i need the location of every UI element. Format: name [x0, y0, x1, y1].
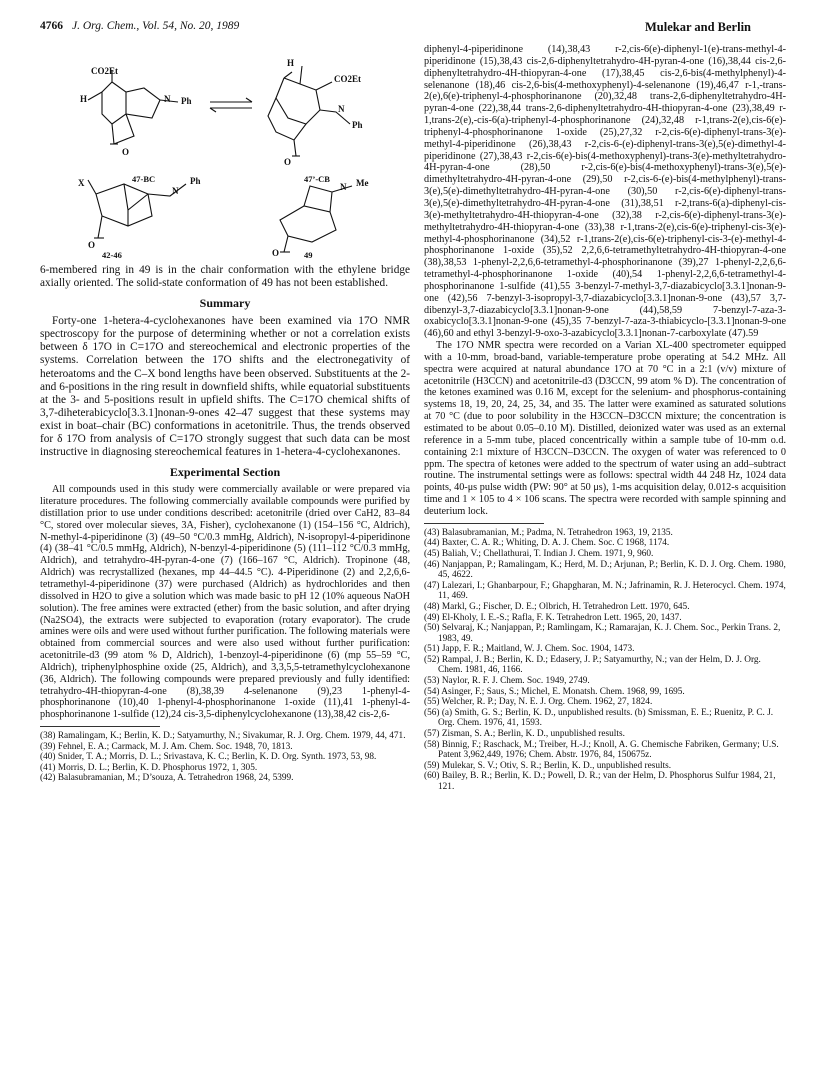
atom-n-c: N — [172, 186, 179, 196]
nmr-method-paragraph: The 17O NMR spectra were recorded on a Varian XL-400 spectrometer equipped with a 10-mm, broad-band, variable-temperature probe operating at 54.2 MHz. All spectra were acquired at natural abundance 17O at 70 °C in a 2:1 (v/v) mixture of acetonitrile (H3CCN) and acetonitrile-d3 (D3CCN, 99 atom % D). The concentration of the ketones examined was 0.16 M, except for the selenium- and phosphorus-containing systems 18, 19, 20, 24, 25, 34, and 35. The latter were examined as saturated solutions at 70 °C (due to poor solubility in the H3CCN–D3CCN mixture; the concentration is estimated to be about 0.05–0.10 M). Distilled, deionized water was used as an external reference in a 5-mm tube, placed concentrically within a sample tube of 10-mm o.d. containing 2:1 mixture of H3CCN–D3CCN. The oxygen of water was referenced to 0 ppm. The spectra of ketones were added to the spectrum of water using an add–subtract routine. The instrumental settings were as follows: spectral width 44 248 Hz, 1024 data points, 40-μs pulse width (PW: 90° at 50 μs), 1-ms acquisition delay, 0.012-s acquisition time and 1 × 105 to 4 × 106 scans. The spectra were recorded with sample spinning and deuterium lock. — [424, 340, 786, 517]
reference-item: (51) Japp, F. R.; Maitland, W. J. Chem. Soc. 1904, 1473. — [424, 644, 635, 655]
reference-item: (49) El-Kholy, I. E.-S.; Rafla, F. K. Tetrahedron Lett. 1965, 20, 1437. — [424, 612, 682, 623]
atom-x: X — [78, 178, 85, 188]
atom-ph-b: Ph — [352, 120, 363, 130]
reference-item: (56) (a) Smith, G. S.; Berlin, K. D., unpublished results. (b) Smissman, E. E.; Ruenitz, P. C. J. Org. Chem. 1976, 41, 1593. — [424, 707, 774, 729]
page-number: 4766 — [40, 20, 63, 32]
reference-item: (44) Baxter, C. A. R.; Whiting, D. A. J. Chem. Soc. C 1968, 1174. — [424, 538, 670, 549]
running-header — [0, 20, 821, 40]
atom-o-b: O — [284, 157, 292, 167]
reference-item: (40) Snider, T. A.; Morris, D. L.; Srivastava, K. C.; Berlin, K. D. Org. Synth. 1973, 53, 98. — [40, 752, 377, 763]
atom-co2et-a: CO2Et — [91, 66, 118, 76]
reference-item: (54) Asinger, F.; Saus, S.; Michel, E. Monatsh. Chem. 1968, 99, 1695. — [424, 686, 685, 697]
reference-item: (47) Lalezari, I.; Ghanbarpour, F.; Ghapgharan, M. N.; Jafrinamin, R. J. Heterocycl. Chem. 1974, 11, 469. — [424, 580, 786, 602]
atom-ph-c: Ph — [190, 176, 201, 186]
atom-o-c: O — [88, 240, 96, 250]
footnote-rule — [424, 523, 544, 524]
structure-47-bc — [88, 70, 178, 144]
footnote-rule — [40, 726, 160, 727]
reference-item: (42) Balasubramanian, M.; D’souza, A. Tetrahedron 1968, 24, 5399. — [40, 773, 294, 784]
left-references — [40, 731, 410, 784]
reference-item: (46) Nanjappan, P.; Ramalingam, K.; Herd, M. D.; Arjunan, P.; Berlin, K. D. J. Org. Chem. 1980, 45, 4622. — [424, 559, 786, 581]
compound-list-paragraph: diphenyl-4-piperidinone (14),38,43 r-2,cis-6(e)-diphenyl-1(e)-trans-methyl-4-piperidinone (15),38,43 cis-2,6-diphenyltetrahydro-4H-pyran-4-one (16),38,44 cis-2,6-diphenyltetrahydro-4H-thiopyran-4-one (17),38,45 cis-2,6-bis(4-methylphenyl)-4-selenanone (18),46 cis-2,6-bis(4-methoxyphenyl)-4-selenanone (19),46,47 r-1,-trans-2(e),6(e)-triphenyl-4-phosphorinanone (20),32,48 trans-2,6-diphenyltetrahydro-4H-pyran-4-one (22),38,44 trans-2,6-diphenyltetrahydro-4H-thiopyran-4-one (23),38,49 r-1,trans-2(e),-cis-6(a)-triphenyl-4-phosphorinanone (24),32,48 r-1,trans-2(e),cis-6(e)-triphenyl-4-phosphorinanone 1-oxide (25),27,32 r-2,cis-6(e)-diphenyl-trans-3(e)-methyl-4-piperidinone (26),38,43 r-2,cis-6-(e)-diphenyl-trans-3(e),5(e)-dimethyl-4-piperidinone (27),38,43 r-2,cis-6(e)-bis(4-methoxyphenyl)-trans-3(e)-methyltetrahydro-4H-pyran-4-one (28),50 r-2,cis-6(e)-bis(4-methoxyphenyl)-trans-3(e),5(e)-dimethyltetrahydro-4H-pyran-4-one (29),50 r-2,cis-6-(e)-bis(4-methylphenyl)-trans-3(e),5(e)-dimethyltetrahydro-4H-pyran-4-one (30),50 r-2,cis-6(e)-diphenyl-trans-3(e),5(e)-dimethyltetrahydro-4H-pyran-4-one (31),38,51 r-2,trans-6(a)-diphenyl-cis-3(e)-methyltetrahydro-4H-thiopyran-4-one (32),38 r-2,cis-6(e)-diphenyl-trans-3(e)-methyltetrahydro-4H-thiopyran-4-one (33),38 r-1,trans-2(e),cis-6(e)-triphenyl-cis-3(e)-methyl-4-phosphorinanone (34),52 r-1,trans-2(e),cis-6(e)-triphenyl-cis-3-(e)-methyl-4-phosphorinanone 1-oxide (35),52 2,2,6,6-tetramethyltetrahydro-4H-thiopyran-4-one (38),38,53 1-phenyl-2,2,6,6-tetramethyl-4-phosphorinanone (39),27 1-phenyl-2,2,6,6-tetramethyl-4-phosphorinanone 1-oxide (40),54 1-phenyl-2,2,6,6-tetramethyl-4-phosphorinanone 1-sulfide (41),55 3-benzyl-7-methyl-3,7-diazabicyclo[3.3.1]nonan-9-one (42),56 7-benzyl-3-isopropyl-3,7-diazabicyclo[3.3.1]nonan-9-one (43),57 3,7-dibenzyl-3,7-diazabicyclo[3.3.1]nonan-9-one (44),58,59 7-benzyl-7-aza-3-oxabicyclo[3.3.1]nonan-9-one (45),35 7-benzyl-7-aza-3-thiabicyclo-[3.3.1]nonan-9-one (46),60 and ethyl 3-benzyl-9-oxo-3-azabicyclo[3.3.1]nonan-7-carboxylate (47).59 — [424, 44, 786, 340]
reference-item: (50) Selvaraj, K.; Nanjappan, P.; Ramlingam, K.; Ramarajan, K. J. Chem. Soc., Perkin Trans. 2, 1983, 49. — [424, 623, 781, 644]
atom-ph-a: Ph — [181, 96, 192, 106]
structure-49 — [280, 186, 352, 252]
label-49: 49 — [304, 250, 313, 260]
right-column — [424, 44, 786, 793]
journal-citation: J. Org. Chem., Vol. 54, No. 20, 1989 — [72, 20, 240, 32]
atom-o-a: O — [122, 147, 130, 157]
reference-item: (59) Mulekar, S. V.; Otiv, S. R.; Berlin, K. D., unpublished results. — [424, 760, 672, 771]
structures-figure — [40, 44, 410, 264]
reference-item: (55) Welcher, R. P.; Day, N. E. J. Org. Chem. 1962, 27, 1824. — [424, 697, 653, 708]
running-authors: Mulekar and Berlin — [644, 20, 751, 34]
label-47-bc: 47-BC — [132, 174, 156, 184]
equilibrium-arrows — [210, 98, 252, 112]
atom-h-a: H — [80, 94, 88, 104]
reference-item: (45) Baliah, V.; Chellathurai, T. Indian J. Chem. 1971, 9, 960. — [424, 548, 654, 559]
reference-item: (52) Rampal, J. B.; Berlin, K. D.; Edasery, J. P.; Satyamurthy, N.; van der Helm, D. J. Org. Chem. 1981, 46, 1166. — [424, 654, 761, 676]
reference-item: (38) Ramalingam, K.; Berlin, K. D.; Satyamurthy, N.; Sivakumar, R. J. Org. Chem. 1979, 44, 471. — [40, 731, 406, 742]
reference-item: (43) Balasubramanian, M.; Padma, N. Tetrahedron 1963, 19, 2135. — [424, 527, 673, 538]
atom-h-b: H — [287, 58, 295, 68]
label-47-cb: 47’-CB — [304, 174, 330, 184]
reference-item: (48) Markl, G.; Fischer, D. E.; Olbrich, H. Tetrahedron Lett. 1970, 645. — [424, 601, 690, 612]
right-references — [424, 528, 786, 793]
summary-paragraph: Forty-one 1-hetera-4-cyclohexanones have been examined via 17O NMR spectroscopy for the purpose of determining whether or not a correlation exists between δ 17O in C=17O and stereochemical and electronic properties of the systems. Correlation between the 17O shifts and the electronegativity of heteroatoms and the C–X bond lengths have been observed. Substituents at the 2- and 6-positions in the ring result in downfield shifts, while equatorial substituents at the 3- and 5-positions result in upfield shifts. The C=17O chemical shifts of 3,7-diheterabicyclo[3.3.1]nonan-9-ones 42–47 suggest that these systems may exist in boat–chair (BC) conformations in acetonitrile. Thus, the trends observed for δ 17O from analysis of C=17O strongly suggest that such data can be most instructive in diagnosing stereochemical features in 1-hetera-4-cyclohexanones. — [40, 315, 410, 459]
label-42-46: 42-46 — [102, 250, 122, 260]
atom-co2et-b: CO2Et — [334, 74, 361, 84]
atom-o-d: O — [272, 248, 280, 258]
atom-n-d: N — [340, 182, 347, 192]
experimental-paragraph: All compounds used in this study were commercially available or were prepared via literature procedures. The following commercially available compounds were purified by distillation prior to use under conditions described: acetonitrile (dried over CaH2, 83–84 °C, stored over molecular sieves, 3A, Fisher), cyclohexanone (1) (154–156 °C, Aldrich), N-methyl-4-piperidinone (3) (49–50 °C/0.3 mmHg, Aldrich), N-isopropyl-4-piperidinone (4) (38–41 °C/0.5 mmHg, Aldrich), N-benzyl-4-piperidinone (5) (111–112 °C/0.3 mmHg, Aldrich), and tetrahydro-4H-pyran-4-one (7) (166–167 °C, Aldrich). Tropinone (48, Aldrich) was recrystallized (hexanes, mp 44–44.5 °C). 4-Piperidinone (2) and 2,2,6,6-tetramethyl-4-piperidinone (37) were purchased (Aldrich) as hydrochlorides and then dissolved in H2O to give a solution which was made basic to pH 12 (10% aqueous NaOH solution). The free amines were extracted (ether) from the basic solution, and after drying (Na2SO4), the extracts were subjected to evaporation (rotary evaporator). The crude amines were oils and were used without further purification. The following materials were obtained from commercial sources and were also used without further purification: acetonitrile-d3 (99 atom % D, Aldrich), 1-benzoyl-4-piperidinone (6) (mp 55–59 °C, Aldrich), triphenylphosphine oxide (25, Aldrich), and 3,3,5,5-tetramethylcyclohexanone (36, Aldrich). The following compounds were prepared previously and fully identified: tetrahydro-4H-thiopyran-4-one (8),38,39 4-selenanone (9),23 1-phenyl-4-phosphorinanone (10),40 1-phenyl-4-phosphorinanone 1-oxide (11),41 1-phenyl-4-phosphorinanone 1-sulfide (12),24 cis-3,5-diphenylcyclohexanone (13),38,42 cis-2,6- — [40, 484, 410, 721]
experimental-heading: Experimental Section — [169, 465, 281, 480]
atom-n-b: N — [338, 104, 345, 114]
intro-paragraph: 6-membered ring in 49 is in the chair conformation with the ethylene bridge axially oriented. The solid-state conformation of 49 has not been established. — [40, 264, 410, 290]
reference-item: (41) Morris, D. L.; Berlin, K. D. Phosphorus 1972, 1, 305. — [40, 762, 258, 773]
reference-item: (57) Zisman, S. A.; Berlin, K. D., unpublished results. — [424, 729, 625, 740]
atom-n-a: N — [164, 94, 171, 104]
left-column — [40, 44, 410, 784]
summary-heading: Summary — [199, 296, 251, 311]
reference-item: (60) Bailey, B. R.; Berlin, K. D.; Powell, D. R.; van der Helm, D. Phosphorus Sulfur 1984, 21, 121. — [424, 771, 776, 792]
atom-me: Me — [356, 178, 369, 188]
reference-item: (39) Fehnel, E. A.; Carmack, M. J. Am. Chem. Soc. 1948, 70, 1813. — [40, 741, 293, 752]
reference-item: (58) Binnig, F.; Raschack, M.; Treiber, H.-J.; Knoll, A. G. Chemische Fabriken, Germany; U.S. Patent 3,962,449, 1976; Chem. Abstr. 1976, 84, 150675z. — [424, 739, 779, 761]
reference-item: (53) Naylor, R. F. J. Chem. Soc. 1949, 2749. — [424, 676, 590, 687]
